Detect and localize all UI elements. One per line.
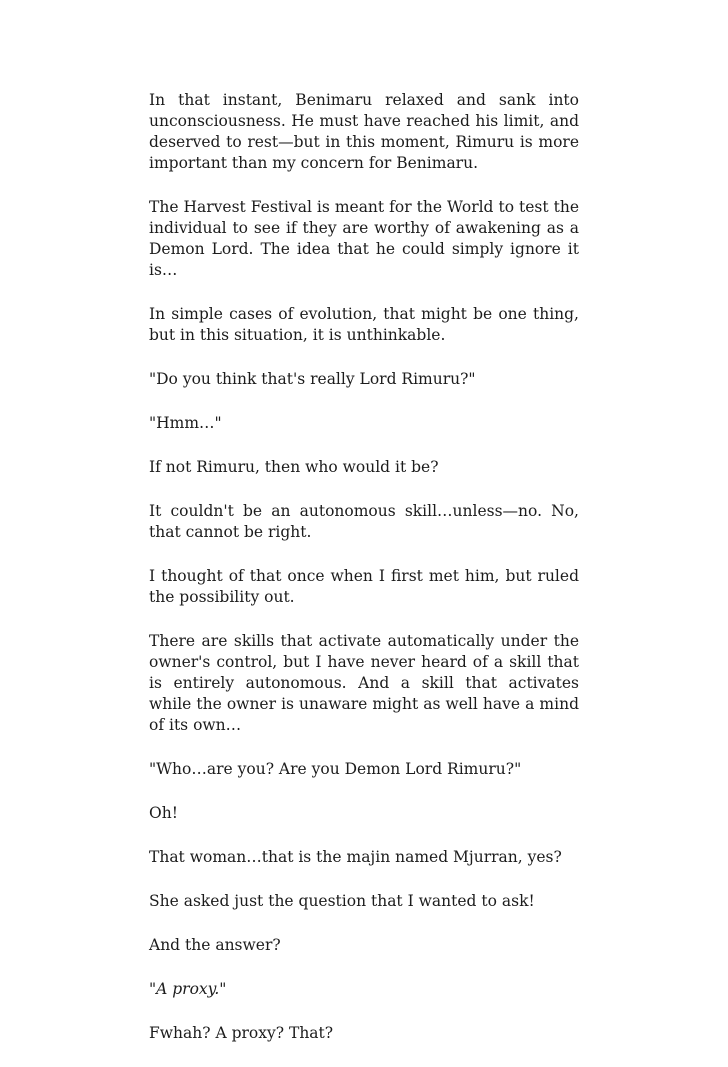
paragraph-5: "Hmm…" xyxy=(149,414,222,432)
paragraph-9: There are skills that activate automatically under the owner's control, but I have never heard of a skill that is entirely autonomous. And a skill that activates while the owner is unaware might as well have a mind of its own… xyxy=(149,632,579,734)
paragraph-2: The Harvest Festival is meant for the World to test the individual to see if they are worthy of awakening as a Demon Lord. The idea that he could simply ignore it is… xyxy=(149,198,579,279)
paragraph-8: I thought of that once when I first met him, but ruled the possibility out. xyxy=(149,567,579,606)
paragraph-12: That woman…that is the majin named Mjurran, yes? xyxy=(149,848,562,866)
book-page xyxy=(149,90,579,1067)
paragraph-3: In simple cases of evolution, that might be one thing, but in this situation, it is unthinkable. xyxy=(149,305,579,344)
paragraph-10: "Who…are you? Are you Demon Lord Rimuru?" xyxy=(149,760,522,778)
paragraph-4: "Do you think that's really Lord Rimuru?" xyxy=(149,370,476,388)
paragraph-1: In that instant, Benimaru relaxed and sank into unconsciousness. He must have reached his limit, and deserved to rest—but in this moment, Rimuru is more important than my concern for Benimaru. xyxy=(149,91,579,172)
paragraph-16: Fwhah? A proxy? That? xyxy=(149,1024,334,1042)
paragraph-13: She asked just the question that I wanted to ask! xyxy=(149,892,535,910)
paragraph-6: If not Rimuru, then who would it be? xyxy=(149,458,439,476)
paragraph-11: Oh! xyxy=(149,804,178,822)
paragraph-15: "A proxy." xyxy=(149,980,227,998)
paragraph-7: It couldn't be an autonomous skill…unless—no. No, that cannot be right. xyxy=(149,502,579,541)
paragraph-14: And the answer? xyxy=(149,936,281,954)
